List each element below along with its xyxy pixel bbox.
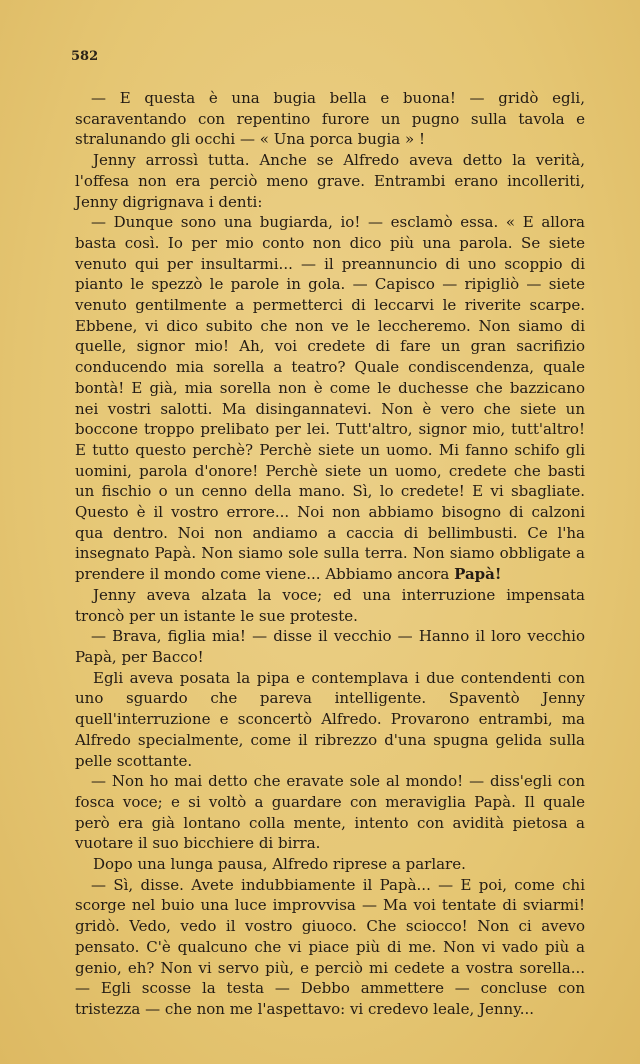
page-number: 582 [71,49,99,64]
paragraph-8: Dopo una lunga pausa, Alfredo riprese a parlare. [93,855,466,874]
paragraph-4: Jenny aveva alzata la voce; ed una interruzione impensata troncò per un istante le sue proteste. [75,585,585,625]
paragraph-3 [75,212,585,585]
paragraph-9: — Sì, disse. Avete indubbiamente il Papà... — E poi, come chi scorge nel buio una luce improvvisa — Ma voi tentate di sviarmi! gridò. Vedo, vedo il vostro giuoco. Che sciocco! Non ci avevo pensato. C'è qualcuno che vi piace più di me. Non vi vado più a genio, eh? Non vi servo più, e perciò mi cedete a vostra sorella... — Egli scosse la testa — Debbo ammettere — concluse con tristezza — che non me l'aspettavo: vi credevo leale, Jenny... [75,875,585,1018]
paragraph-7: — Non ho mai detto che eravate sole al mondo! — diss'egli con fosca voce; e si voltò a guardare con meraviglia Papà. Il quale però era già lontano colla mente, intento con avidità pietosa a vuotare il suo bicchiere di birra. [75,772,585,853]
paragraph-2: Jenny arrossì tutta. Anche se Alfredo aveva detto la verità, l'offesa non era perciò meno grave. Entrambi erano incolleriti, Jenny digrignava i denti: [75,151,585,211]
paragraph-5: — Brava, figlia mia! — disse il vecchio — Hanno il loro vecchio Papà, per Bacco! [75,627,585,666]
paragraph-1: — E questa è una bugia bella e buona! — gridò egli, scaraventando con repentino furore un pugno sulla tavola e stralunando gli occhi — « Una porca bugia » ! [75,89,585,149]
paragraph-3-text: — Dunque sono una bugiarda, io! — esclamò essa. « E allora basta così. Io per mio conto non dico più una parola. Se siete venuto qui per insultarmi... — il preannuncio di uno scoppio di pianto le spezzò le parole in gola. — Capisco — ripigliò — siete venuto gentilmente a permetterci di leccarvi le riverite scarpe. Ebbene, vi dico subito che non ve le leccheremo. Non siamo di quelle, signor mio! Ah, voi credete di fare un gran sacrifizio conducendo mia sorella a teatro? Quale condiscendenza, quale bontà! E già, mia sorella non è come le duchesse che bazzicano nei vostri salotti. Ma disingannatevi. Non è vero che siete un boccone troppo prelibato per lei. Tutt'altro, signor mio, tutt'altro! E tutto questo perchè? Perchè siete un uomo. Mi fanno schifo gli uomini, parola d'onore! Perchè siete un uomo, credete che basti un fischio o un cenno della mano. Sì, lo credete! E vi sbagliate. Questo è il vostro errore... Noi non abbiamo bisogno di calzoni qua dentro. Noi non andiamo a caccia di bellimbusti. Ce l'ha insegnato Papà. Non siamo sole sulla terra. Non siamo obbligate a prendere il mondo come viene... Abbiamo ancora [75,213,585,584]
paragraph-6: Egli aveva posata la pipa e contemplava i due contendenti con uno sguardo che pareva intelligente. Spaventò Jenny quell'interruzione e sconcertò Alfredo. Provarono entrambi, ma Alfredo specialmente, come il ribrezzo d'una spugna gelida sulla pelle scottante. [75,668,585,770]
paragraph-3-bold-end: Papà! [454,565,502,584]
body-text [75,88,585,1020]
